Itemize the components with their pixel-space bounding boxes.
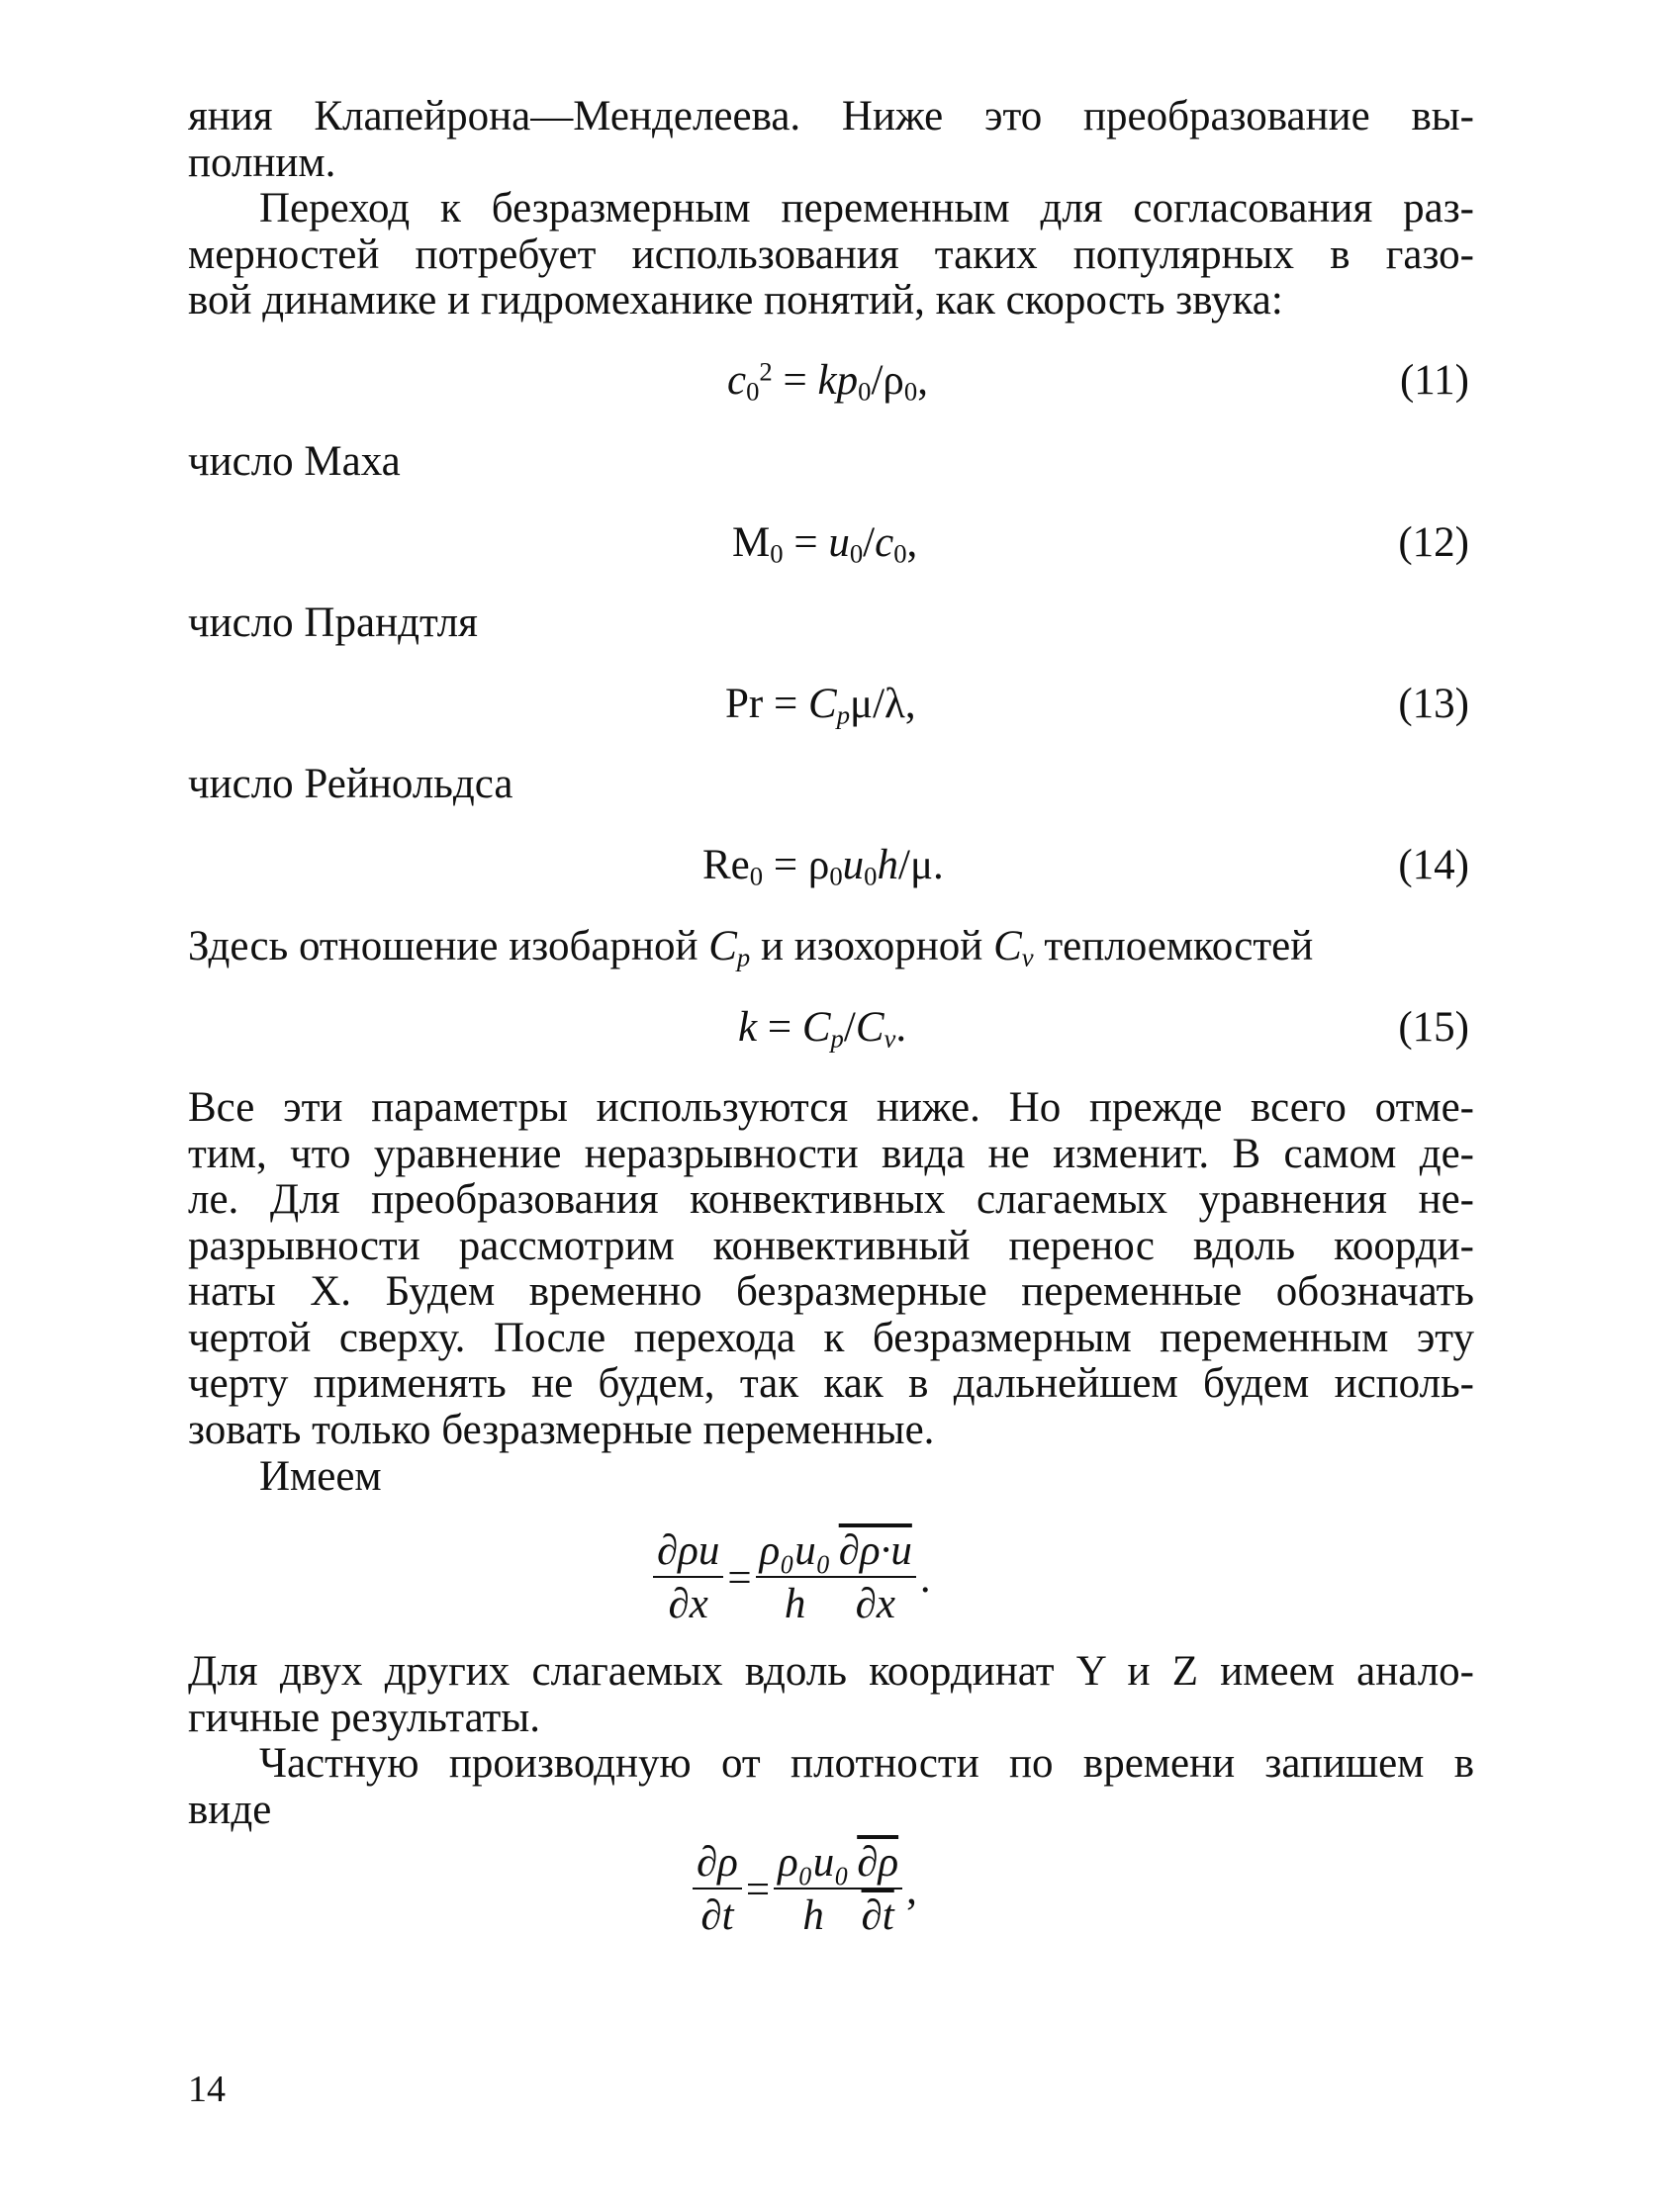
eq-operator: /: [843, 1004, 856, 1051]
equation-number-11: (11): [1399, 357, 1469, 404]
eq-symbol: Re: [702, 842, 750, 888]
label-reynolds: число Рейнольдса: [188, 761, 513, 807]
eq-symbol: C: [801, 1004, 831, 1051]
eq-operator: =: [763, 842, 808, 888]
fraction-denominator: ∂t: [861, 1892, 894, 1939]
fraction: [693, 1840, 742, 1939]
fraction-numerator: ρ₀u₀: [774, 1840, 853, 1889]
text-line: мерностей потребует использования таких популярных в газо-: [188, 230, 1474, 278]
text-line: гичные результаты.: [188, 1694, 540, 1741]
label-prandtl: число Прандтля: [188, 599, 478, 646]
eq-punct: ,: [906, 519, 918, 566]
eq-symbol: Pr: [725, 681, 764, 727]
paragraph-4: [188, 1085, 1474, 1453]
eq-symbol: C: [808, 681, 837, 727]
fraction: [653, 1528, 723, 1627]
eq-operator: =: [763, 681, 808, 727]
eq-symbol: p: [836, 357, 859, 404]
text-line: Частную производную от плотности по времени запишем в: [259, 1740, 1474, 1787]
equation-number-12: (12): [1398, 519, 1469, 566]
eq-punct: ,: [906, 1866, 917, 1913]
fraction: [835, 1528, 916, 1627]
text-line: ле. Для преобразования конвективных слагаемых уравнения не-: [188, 1176, 1474, 1223]
equation-number-13: (13): [1398, 681, 1469, 727]
eq-subscript: 0: [849, 538, 864, 569]
fraction-numerator: ∂ρu: [653, 1528, 723, 1578]
eq-subscript: 0: [893, 538, 907, 569]
text-line: яния Клапейрона—Менделеева. Ниже это преобразование вы-: [188, 93, 1474, 139]
equation-15: [738, 1004, 907, 1054]
eq-symbol: /μ.: [898, 842, 944, 888]
eq-symbol: ρ: [807, 842, 830, 888]
fraction-numerator: ∂ρ: [693, 1840, 742, 1889]
fraction-numerator: ∂ρ·u: [835, 1528, 916, 1578]
text-line: наты X. Будем временно безразмерные переменные обозначать: [188, 1268, 1474, 1315]
fraction-denominator: ∂x: [668, 1581, 708, 1627]
fraction-denominator: h: [802, 1892, 824, 1939]
eq-symbol: c: [727, 357, 747, 404]
eq-subscript: p: [830, 1023, 844, 1054]
paragraph-3: [188, 923, 1474, 972]
label-mach: число Маха: [188, 438, 401, 485]
eq-subscript: 0: [749, 861, 764, 891]
eq-operator: /: [871, 357, 884, 404]
eq-operator: =: [772, 357, 818, 404]
eq-symbol: k: [817, 357, 837, 404]
eq-symbol: k: [738, 1004, 758, 1051]
eq-symbol: C: [855, 1004, 884, 1051]
eq-operator: =: [757, 1004, 802, 1051]
eq-punct: ,: [917, 357, 928, 404]
eq-subscript: v: [884, 1023, 896, 1054]
eq-symbol: M: [732, 519, 771, 566]
equation-number-15: (15): [1398, 1004, 1469, 1051]
text-line: виде: [188, 1786, 272, 1833]
eq-subscript: 0: [829, 861, 843, 891]
eq-subscript: v: [1021, 942, 1034, 972]
eq-superscript: 2: [759, 356, 773, 387]
eq-symbol: C: [708, 923, 737, 969]
text-line: зовать только безразмерные переменные.: [188, 1406, 935, 1453]
page-number: 14: [188, 2069, 226, 2110]
eq-operator: =: [783, 519, 829, 566]
eq-subscript: 0: [746, 376, 760, 407]
text-run: Здесь отношение изобарной: [188, 923, 709, 969]
eq-symbol: h: [877, 842, 898, 888]
fraction-numerator: ∂ρ: [853, 1840, 902, 1889]
eq-subscript: p: [736, 942, 751, 972]
eq-subscript: 0: [864, 861, 878, 891]
equation-convective: [653, 1528, 935, 1627]
eq-operator: =: [727, 1554, 752, 1602]
text-line: чертой сверху. После перехода к безразмерным переменным эту: [188, 1314, 1474, 1361]
equation-13: [725, 681, 916, 730]
paragraph-7: [188, 1741, 1474, 1833]
paragraph-2: [188, 186, 1474, 324]
eq-subscript: 0: [770, 538, 784, 569]
eq-operator: /: [863, 519, 876, 566]
eq-symbol: ρ: [883, 357, 904, 404]
eq-punct: .: [895, 1004, 907, 1051]
text-line: вой динамике и гидромеханике понятий, как скорость звука:: [188, 277, 1283, 323]
eq-subscript: p: [836, 699, 851, 730]
fraction: [756, 1528, 835, 1627]
fraction-denominator: ∂x: [855, 1581, 895, 1627]
text-line: Для двух других слагаемых вдоль координат Y и Z имеем анало-: [188, 1648, 1474, 1695]
paragraph-6: [188, 1649, 1474, 1741]
equation-11: [727, 356, 928, 407]
eq-operator: =: [745, 1866, 771, 1913]
text-run: теплоемкостей: [1033, 923, 1314, 969]
eq-subscript: 0: [858, 376, 872, 407]
text-run: и изохорной: [750, 923, 994, 969]
paragraph-1: [188, 94, 1474, 186]
equation-time-derivative: [693, 1840, 921, 1939]
text-line: полним.: [188, 138, 336, 186]
eq-symbol: u: [828, 519, 850, 566]
equation-number-14: (14): [1398, 842, 1469, 888]
text-line: разрывности рассмотрим конвективный перенос вдоль коорди-: [188, 1222, 1474, 1269]
eq-symbol: C: [993, 923, 1022, 969]
eq-symbol: u: [842, 842, 865, 888]
equation-12: [732, 519, 918, 569]
fraction: [774, 1840, 853, 1939]
eq-symbol: μ/λ,: [850, 681, 916, 727]
paragraph-5: Имеем: [259, 1453, 382, 1500]
fraction: [853, 1840, 902, 1939]
text-line: черту применять не будем, так как в дальнейшем будем исполь-: [188, 1360, 1474, 1407]
fraction-denominator: h: [784, 1581, 806, 1627]
fraction-numerator: ρ₀u₀: [756, 1528, 835, 1578]
text-line: Переход к безразмерным переменным для согласования раз-: [259, 185, 1474, 231]
text-line: тим, что уравнение неразрывности вида не изменит. В самом де-: [188, 1130, 1474, 1177]
text-line: Все эти параметры используются ниже. Но прежде всего отме-: [188, 1084, 1474, 1131]
eq-subscript: 0: [903, 376, 918, 407]
fraction-denominator: ∂t: [700, 1892, 734, 1939]
equation-14: [702, 842, 944, 891]
eq-symbol: c: [875, 519, 894, 566]
eq-punct: .: [919, 1554, 931, 1602]
